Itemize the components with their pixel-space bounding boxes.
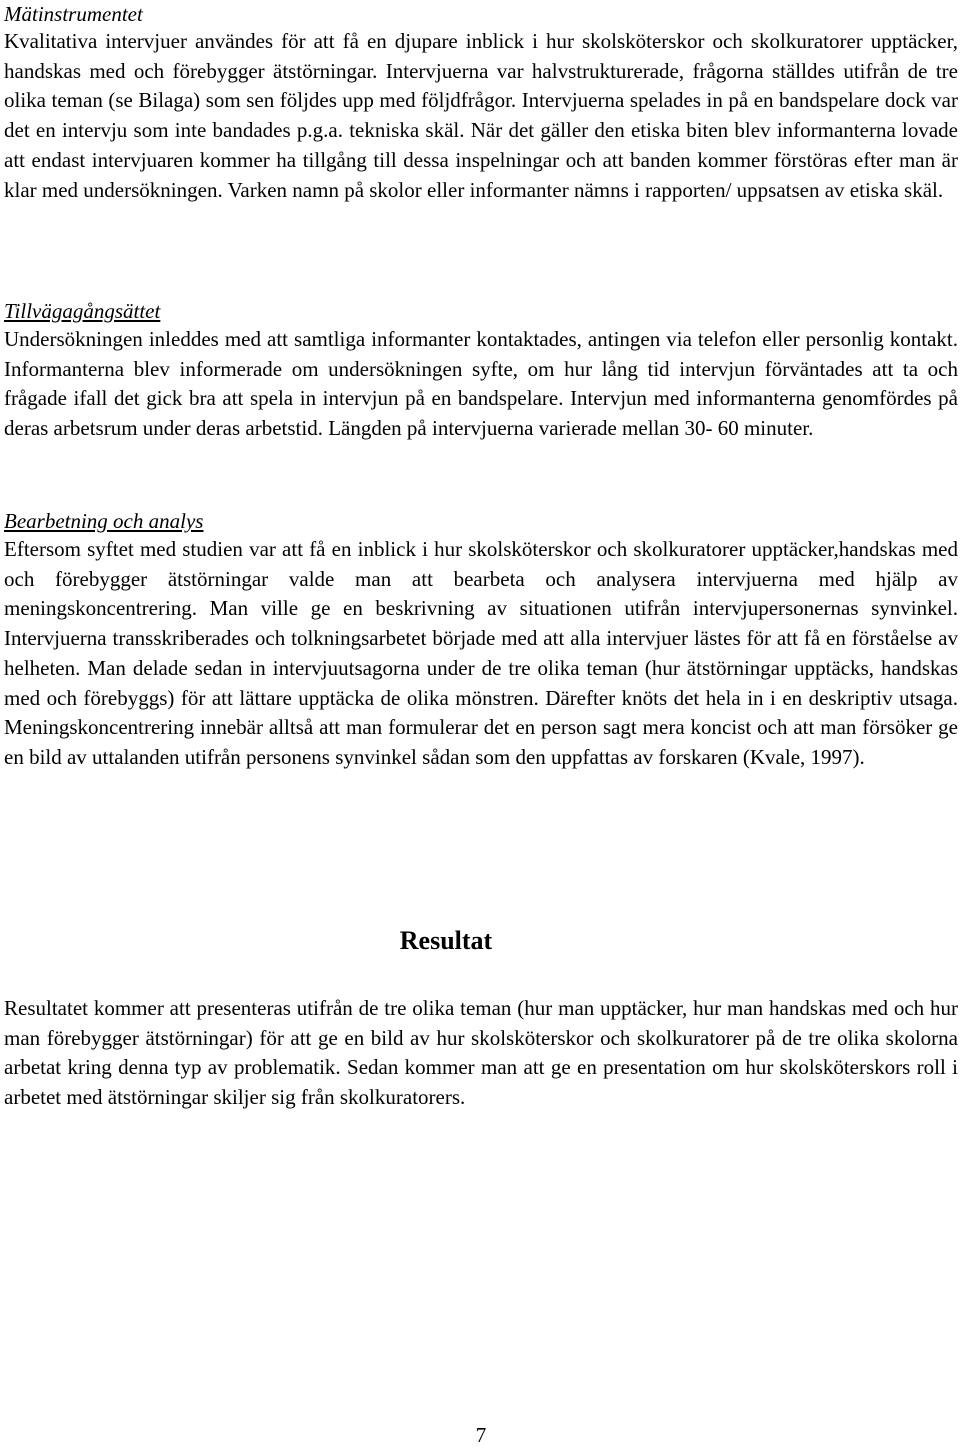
page-number: 7 — [475, 1423, 487, 1447]
section-body-matinstrumentet: Kvalitativa intervjuer användes för att få en djupare inblick i hur skolsköterskor och skolkuratorer upptäcker, handskas med och förebygger ätstörningar. Intervjuerna var halvstrukturerade, frågorna ställdes utifrån de tre olika teman (se Bilaga) som sen följdes upp med följdfrågor. Intervjuerna spelades in på en bandspelare dock var det en intervju som inte bandades p.g.a. tekniska skäl. När det gäller den etiska biten blev informanterna lovade att endast intervjuaren kommer ha tillgång till dessa inspelningar och att banden kommer förstöras efter man är klar med undersökningen. Varken namn på skolor eller informanter nämns i rapporten/ uppsatsen av etiska skäl. — [4, 29, 958, 202]
section-heading-matinstrumentet: Mätinstrumentet — [4, 2, 143, 26]
section-body-resultat: Resultatet kommer att presenteras utifrån de tre olika teman (hur man upptäcker, hur man handskas med och hur man förebygger ätstörningar) för att ge en bild av hur skolsköterskor och skolkuratorer på de tre olika skolorna arbetat kring denna typ av problematik. Sedan kommer man att ge en presentation om hur skolsköterskors roll i arbetet med ätstörningar skiljer sig från skolkuratorers. — [4, 996, 958, 1110]
section-body-bearbetning-och-analys: Eftersom syftet med studien var att få en inblick i hur skolsköterskor och skolkuratorer upptäcker,handskas med och förebygger ätstörningar valde man att bearbeta och analysera intervjuerna med hjälp av meningskoncentrering. Man ville ge en beskrivning av situationen utifrån intervjupersonernas synvinkel. Intervjuerna transskriberades och tolkningsarbetet började med att alla intervjuer lästes för att få en förståelse av helheten. Man delade sedan in intervjuutsagorna under de tre olika teman (hur ätstörningar upptäcks, handskas med och förebyggs) för att lättare upptäcka de olika mönstren. Därefter knöts det hela in i en deskriptiv utsaga. Meningskoncentrering innebär alltså att man formulerar det en person sagt mera koncist och att man försöker ge en bild av uttalanden utifrån personens synvinkel sådan som den uppfattas av forskaren (Kvale, 1997). — [4, 537, 958, 769]
chapter-heading-resultat: Resultat — [399, 926, 493, 955]
section-heading-tillvagagangsattet: Tillvägagångsättet — [4, 299, 161, 323]
section-body-tillvagagangsattet: Undersökningen inleddes med att samtliga informanter kontaktades, antingen via telefon eller personlig kontakt. Informanterna blev informerade om undersökningen syfte, om hur lång tid intervjun förväntades att ta och frågade ifall det gick bra att spela in intervjun på en bandspelare. Intervjun med informanterna genomfördes på deras arbetsrum under deras arbetstid. Längden på intervjuerna varierade mellan 30- 60 minuter. — [4, 327, 958, 441]
section-heading-bearbetning-och-analys: Bearbetning och analys — [4, 509, 204, 533]
